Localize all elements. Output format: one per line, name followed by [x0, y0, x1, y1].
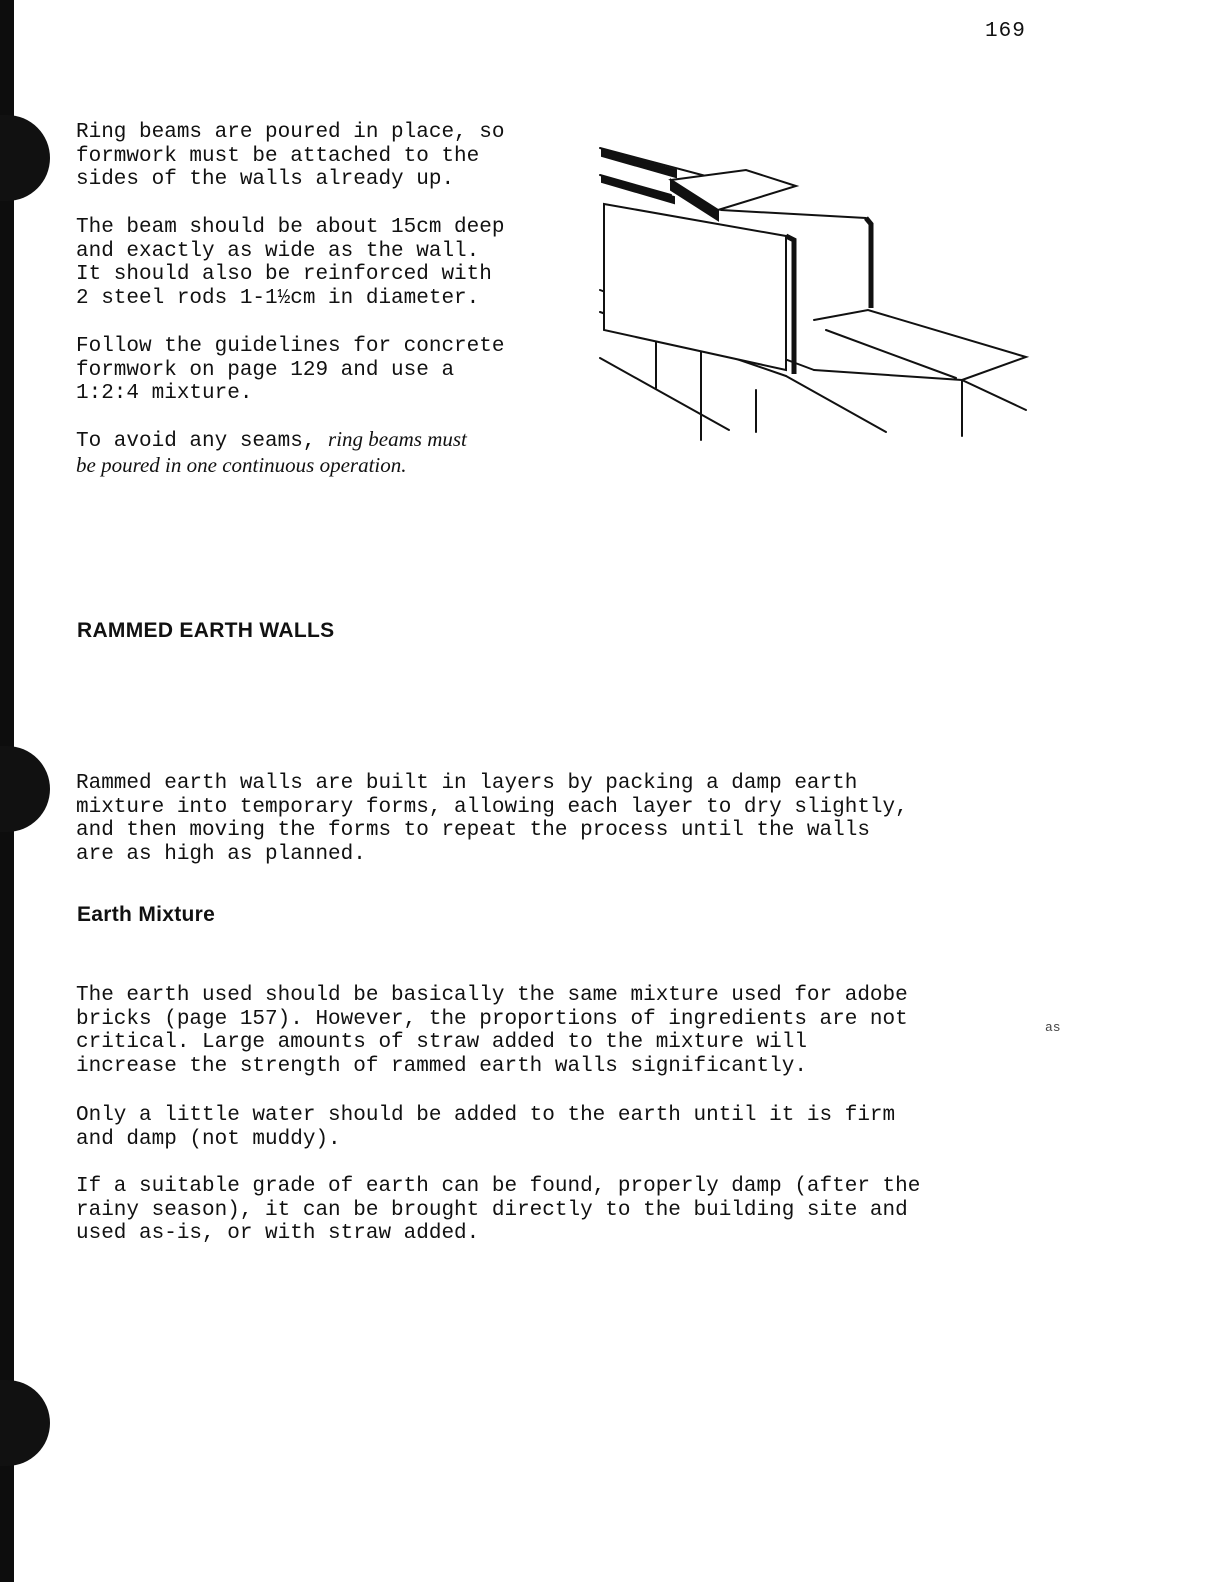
formwork-board-front — [602, 150, 676, 177]
margin-fragment: as — [1045, 1020, 1061, 1035]
plank-top — [671, 170, 796, 210]
rammed-earth-intro: Rammed earth walls are built in layers by packing a damp earth mixture into temporary forms, allowing each layer to dry slightly, and then moving the forms to repeat the process until the walls are as high as planned. — [76, 772, 908, 866]
ring-beams-para-3: Follow the guidelines for concrete formwork on page 129 and use a 1:2:4 mixture. — [76, 335, 505, 405]
earth-mixture-para-3: If a suitable grade of earth can be found, properly damp (after the rainy season), it can be brought directly to the building site and used as-is, or with straw added. — [76, 1175, 921, 1245]
brick-block-outline — [814, 310, 1026, 380]
wall-base-line — [600, 358, 729, 430]
beam-back-edge — [721, 210, 866, 218]
earth-mixture-para-2: Only a little water should be added to the earth until it is firm and damp (not muddy). — [76, 1104, 896, 1151]
back-formwork-edge — [866, 218, 871, 308]
brick-front-edge — [814, 370, 1026, 410]
foreground-base-line — [786, 376, 886, 432]
brick-joint — [826, 330, 956, 378]
seams-text: To avoid any seams, — [76, 430, 329, 453]
earth-mixture-heading: Earth Mixture — [77, 903, 216, 926]
ring-beams-para-1: Ring beams are poured in place, so formwork must be attached to the sides of the walls already up. — [76, 121, 505, 191]
continuous-operation-emphasis: ring beams must be poured in one continuous operation. — [76, 427, 467, 477]
formwork-panel-face — [604, 204, 786, 370]
earth-mixture-para-1: The earth used should be basically the same mixture used for adobe bricks (page 157). However, the proportions of ingredients are not critical. Large amounts of straw added to the mixture will increase the strength of rammed earth walls significantly. — [76, 984, 908, 1078]
binding-hole-bottom — [0, 1380, 50, 1466]
ring-beams-para-2: The beam should be about 15cm deep and exactly as wide as the wall. It should also be reinforced with 2 steel rods 1-1½cm in diameter. — [76, 216, 505, 310]
ring-beams-para-4 — [76, 428, 467, 479]
formwork-panel-edge — [786, 236, 794, 374]
formwork-board-back — [602, 177, 674, 203]
binding-hole-middle — [0, 746, 50, 832]
ring-beam-formwork-illustration — [596, 140, 1046, 450]
rammed-earth-heading: RAMMED EARTH WALLS — [77, 619, 335, 642]
binding-hole-top — [0, 115, 50, 201]
page-number: 169 — [985, 20, 1026, 43]
